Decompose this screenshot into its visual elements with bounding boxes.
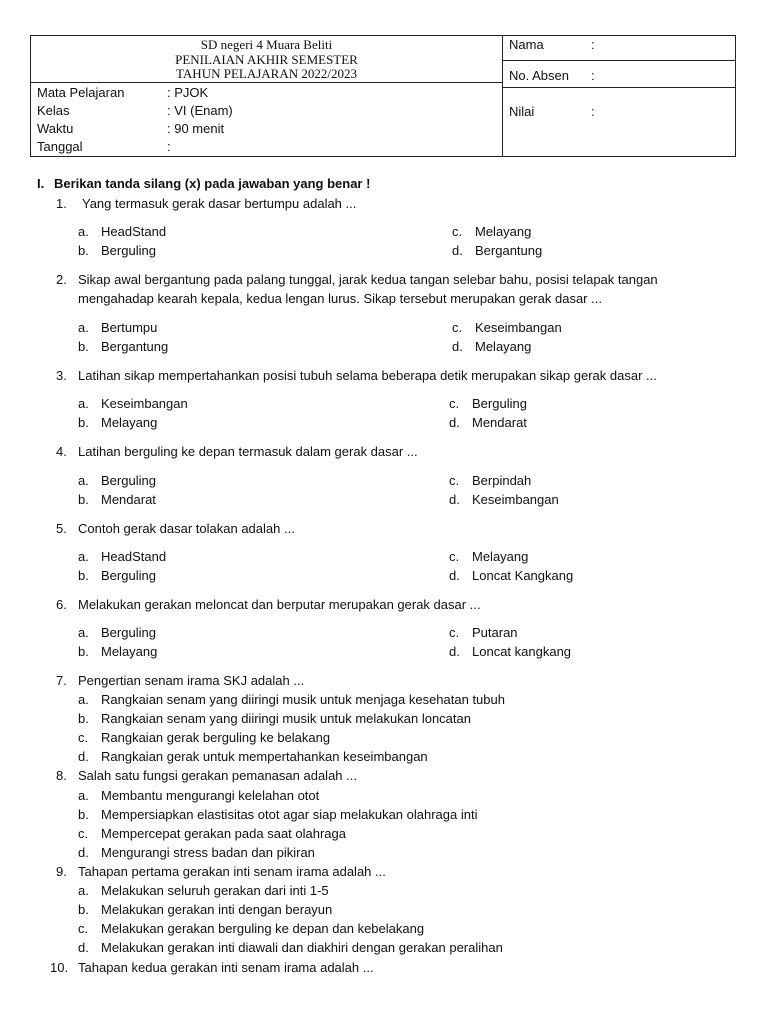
academic-year: TAHUN PELAJARAN 2022/2023: [176, 66, 357, 81]
option-letter: d.: [78, 749, 89, 764]
option-letter: d.: [449, 492, 460, 507]
option-text: Melayang: [472, 549, 529, 564]
option-letter: b.: [78, 807, 89, 822]
option-text: Keseimbangan: [101, 396, 188, 411]
option-text: Rangkaian gerak berguling ke belakang: [101, 730, 331, 745]
option-text: Rangkaian gerak untuk mempertahankan keseimbangan: [101, 749, 428, 764]
option-letter: b.: [78, 339, 89, 354]
option-text: Mempercepat gerakan pada saat olahraga: [101, 826, 346, 841]
option-text: Mengurangi stress badan dan pikiran: [101, 845, 315, 860]
option-text: Bergantung: [101, 339, 169, 354]
option-text: Loncat Kangkang: [472, 568, 574, 583]
option-text: Melakukan gerakan inti dengan berayun: [101, 902, 333, 917]
option-letter: a.: [78, 396, 89, 411]
option-text: Keseimbangan: [472, 492, 559, 507]
option-letter: c.: [449, 625, 460, 640]
option-letter: c.: [449, 549, 460, 564]
option-letter: d.: [449, 568, 460, 583]
option-letter: d.: [449, 415, 460, 430]
option-text: Melayang: [101, 415, 158, 430]
school-name: SD negeri 4 Muara Beliti: [200, 37, 333, 52]
option-text: Bertumpu: [101, 320, 158, 335]
exam-header: [30, 35, 736, 157]
option-letter: a.: [78, 625, 89, 640]
option-letter: b.: [78, 568, 89, 583]
exam-info-panel: SD negeri 4 Muara Beliti PENILAIAN AKHIR SEMESTER TAHUN PELAJARAN 2022/2023 Mata Pelajaran : PJOK Kelas : VI (Enam) Waktu : 90 menit Tanggal :: [31, 36, 503, 156]
option-text: Keseimbangan: [475, 320, 562, 335]
option-letter: d.: [449, 644, 460, 659]
option-letter: b.: [78, 492, 89, 507]
option-letter: a.: [78, 883, 89, 898]
option-letter: c.: [78, 826, 89, 841]
option-text: Rangkaian senam yang diiringi musik untuk menjaga kesehatan tubuh: [101, 692, 505, 707]
divider: [502, 60, 735, 61]
option-text: Membantu mengurangi kelelahan otot: [101, 788, 320, 803]
option-letter: a.: [78, 473, 89, 488]
option-text: Berguling: [101, 243, 156, 258]
option-letter: c.: [449, 396, 460, 411]
option-text: Melayang: [475, 224, 532, 239]
option-text: Berpindah: [472, 473, 532, 488]
option-text: HeadStand: [101, 549, 167, 564]
option-letter: c.: [78, 730, 89, 745]
option-text: Berguling: [101, 473, 156, 488]
option-letter: c.: [452, 224, 463, 239]
option-letter: a.: [78, 549, 89, 564]
option-text: Mendarat: [472, 415, 527, 430]
option-text: Berguling: [101, 625, 156, 640]
option-letter: b.: [78, 243, 89, 258]
option-text: Melakukan gerakan berguling ke depan dan kebelakang: [101, 921, 425, 936]
option-text: Melayang: [101, 644, 158, 659]
option-letter: c.: [452, 320, 463, 335]
option-text: Loncat kangkang: [472, 644, 572, 659]
option-letter: b.: [78, 644, 89, 659]
option-letter: d.: [78, 845, 89, 860]
exam-name: PENILAIAN AKHIR SEMESTER: [175, 51, 358, 67]
option-text: Bergantung: [475, 243, 543, 258]
option-text: Berguling: [101, 568, 156, 583]
option-letter: b.: [78, 711, 89, 726]
option-letter: d.: [452, 243, 463, 258]
option-letter: d.: [452, 339, 463, 354]
option-text: Mendarat: [101, 492, 156, 507]
option-letter: d.: [78, 940, 89, 955]
option-text: Melakukan gerakan inti diawali dan diakhiri dengan gerakan peralihan: [101, 940, 503, 955]
option-letter: b.: [78, 902, 89, 917]
option-text: Melayang: [475, 339, 532, 354]
option-text: HeadStand: [101, 224, 167, 239]
option-text: Berguling: [472, 396, 527, 411]
divider: [502, 87, 735, 88]
option-letter: a.: [78, 692, 89, 707]
option-text: Putaran: [472, 625, 518, 640]
option-letter: b.: [78, 415, 89, 430]
option-letter: c.: [449, 473, 460, 488]
option-letter: a.: [78, 320, 89, 335]
option-letter: a.: [78, 224, 89, 239]
school-title-block: [31, 36, 502, 83]
option-letter: c.: [78, 921, 89, 936]
option-text: Melakukan seluruh gerakan dari inti 1-5: [101, 883, 329, 898]
option-text: Mempersiapkan elastisitas otot agar siap melakukan olahraga inti: [101, 807, 478, 822]
option-text: Rangkaian senam yang diiringi musik untuk melakukan loncatan: [101, 711, 471, 726]
student-info-panel: Nama : No. Absen : Nilai :: [502, 36, 735, 156]
option-letter: a.: [78, 788, 89, 803]
